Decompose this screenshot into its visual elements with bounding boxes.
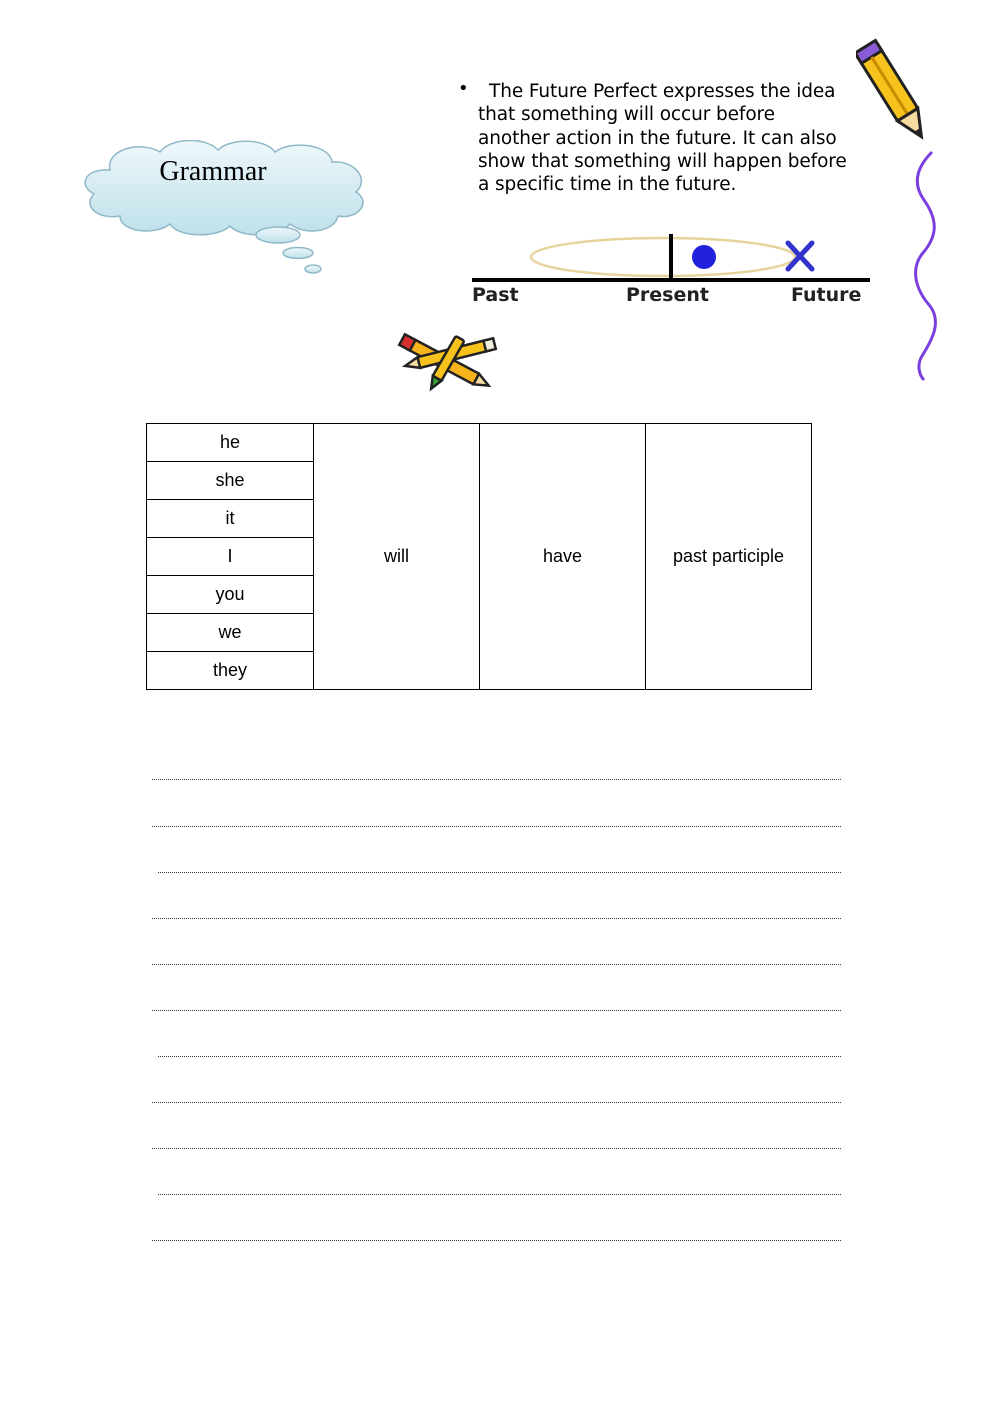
writing-line[interactable] — [152, 1148, 841, 1149]
writing-line[interactable] — [158, 872, 841, 873]
pronoun-cell: they — [147, 652, 314, 690]
timeline-past-label: Past — [472, 284, 519, 306]
auxiliary-will-cell: will — [314, 424, 480, 690]
pencil-icon — [856, 36, 936, 156]
squiggle-decoration-icon — [910, 150, 950, 382]
writing-line[interactable] — [158, 1194, 841, 1195]
explanation-line: another action in the future. It can also — [478, 127, 837, 149]
pronoun-cell: I — [147, 538, 314, 576]
pronoun-cell: you — [147, 576, 314, 614]
writing-line[interactable] — [152, 918, 841, 919]
future-perfect-table — [146, 423, 812, 690]
pronoun-cell: she — [147, 462, 314, 500]
past-participle-cell: past participle — [646, 424, 812, 690]
grammar-heading: Grammar — [159, 156, 267, 187]
duration-ellipse — [531, 238, 795, 276]
explanation-line: show that something will happen before — [478, 150, 847, 172]
writing-line[interactable] — [152, 1010, 841, 1011]
writing-line[interactable] — [152, 826, 841, 827]
writing-line[interactable] — [158, 1056, 841, 1057]
timeline-present-label: Present — [626, 284, 709, 306]
future-perfect-explanation — [478, 80, 898, 196]
pronoun-cell: he — [147, 424, 314, 462]
event-dot — [692, 245, 716, 269]
pronoun-cell: we — [147, 614, 314, 652]
explanation-line: that something will occur before — [478, 104, 775, 126]
explanation-line: a specific time in the future. — [478, 174, 737, 196]
auxiliary-have-cell: have — [480, 424, 646, 690]
timeline-future-label: Future — [791, 284, 862, 306]
future-x-marker — [788, 243, 812, 269]
writing-line[interactable] — [152, 964, 841, 965]
pronoun-cell: it — [147, 500, 314, 538]
bullet-marker: • — [458, 78, 469, 99]
crossed-pencils-icon — [390, 328, 506, 400]
writing-line[interactable] — [152, 1102, 841, 1103]
writing-line[interactable] — [152, 1240, 841, 1241]
writing-line[interactable] — [152, 779, 841, 780]
explanation-line: The Future Perfect expresses the idea — [489, 81, 836, 102]
